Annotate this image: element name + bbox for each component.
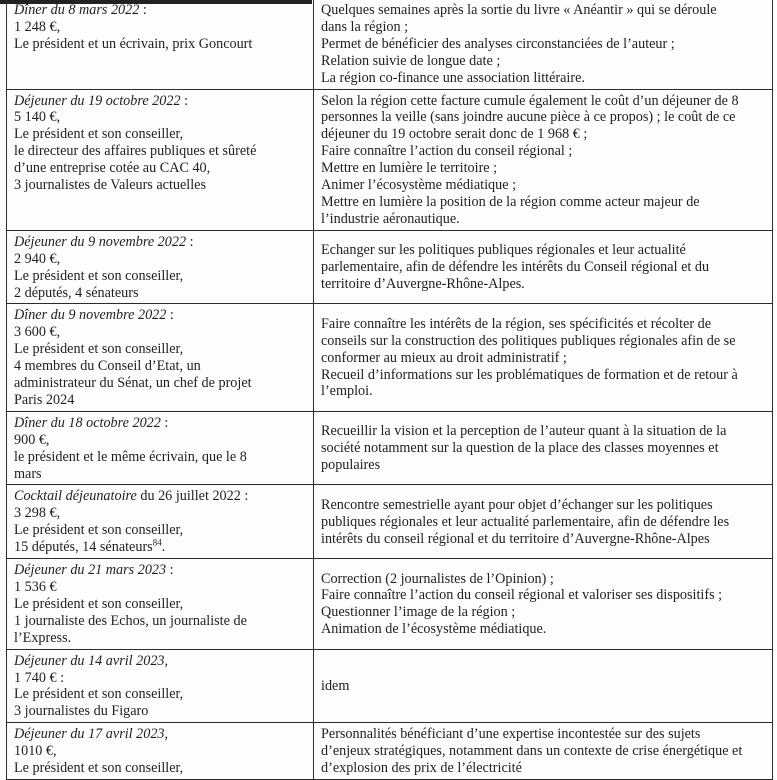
table-row — [7, 89, 773, 230]
text-segment: 3 journalistes de Valeurs actuelles — [14, 177, 207, 194]
meal-description-line — [14, 375, 309, 392]
justification-cell — [314, 723, 773, 780]
table-row — [7, 723, 773, 780]
justification-line: Rencontre semestrielle ayant pour objet d’échanger sur les politiques — [321, 496, 713, 513]
justification-line: Selon la région cette facture cumule également le coût d’un déjeuner de 8 — [321, 92, 739, 109]
text-segment: Déjeuner du 14 avril 2023, — [14, 652, 169, 669]
footnote-ref: 84 — [152, 537, 162, 548]
table-row — [7, 411, 773, 485]
justification-line: Animation de l’écosystème médiatique. — [321, 621, 547, 638]
text-segment: Le président et son conseiller, — [14, 267, 184, 284]
text-segment: 1 536 € — [14, 579, 57, 595]
meal-description-line — [14, 19, 309, 36]
meal-description-cell — [7, 411, 314, 485]
meal-description-line — [14, 760, 309, 777]
meal-description-line — [14, 177, 309, 194]
justification-line: Animer l’écosystème médiatique ; — [321, 177, 517, 194]
text-segment: 15 députés, 14 sénateurs — [14, 539, 153, 556]
justification-line: intérêts du conseil régional et du territoire d’Auvergne-Rhône-Alpes — [321, 530, 710, 547]
text-segment: 900 €, — [14, 431, 50, 448]
meal-description-cell — [7, 230, 314, 304]
table-row — [7, 559, 773, 650]
justification-line: Personnalités bénéficiant d’une expertise incontestée sur des sujets — [321, 726, 701, 743]
meal-description-line — [14, 466, 309, 483]
justification-cell — [314, 559, 773, 650]
meal-description-line — [14, 596, 309, 613]
text-segment: Le président et son conseiller, — [14, 595, 184, 612]
justification-line: territoire d’Auvergne-Rhône-Alpes. — [321, 276, 525, 293]
meal-description-cell — [7, 89, 314, 230]
justification-line: Quelques semaines après la sortie du livre « Anéantir » qui se déroule — [321, 2, 717, 18]
text-segment: Déjeuner du 9 novembre 2022 — [14, 233, 187, 250]
text-segment: . — [161, 539, 166, 556]
justification-cell — [314, 304, 773, 411]
meal-description-line — [14, 324, 309, 341]
text-segment: 1 journaliste des Echos, un journaliste de — [14, 612, 247, 629]
meal-description-line — [14, 579, 309, 596]
meal-description-line — [14, 743, 309, 760]
meal-description-cell — [7, 304, 314, 411]
justification-line: Mettre en lumière le territoire ; — [321, 160, 498, 177]
meal-description-line — [14, 268, 309, 285]
justification-line: l’emploi. — [321, 383, 373, 400]
meal-description-line — [14, 2, 309, 19]
meal-description-line — [14, 126, 309, 143]
meal-description-line — [14, 630, 309, 647]
text-segment: Dîner du 9 novembre 2022 — [14, 307, 167, 324]
meal-description-line — [14, 285, 309, 302]
justification-line: Faire connaître l’action du conseil régional ; — [321, 143, 573, 160]
meal-description-line — [14, 93, 309, 110]
meal-description-cell — [7, 559, 314, 650]
justification-cell — [314, 0, 773, 89]
meal-description-line — [14, 703, 309, 720]
text-segment: 3 600 €, — [14, 324, 61, 341]
meal-description-line — [14, 234, 309, 251]
justification-line: publiques régionales et leur actualité parlementaire, afin de défendre les — [321, 513, 730, 530]
text-segment: : — [160, 414, 169, 431]
meal-description-line — [14, 36, 309, 53]
text-segment: 3 298 €, — [14, 505, 61, 522]
justification-line: société notamment sur la question de la place des classes moyennes et — [321, 440, 719, 457]
text-segment: administrateur du Sénat, un chef de projet — [14, 375, 252, 392]
justification-cell — [314, 485, 773, 559]
justification-line: Correction (2 journalistes de l’Opinion) ; — [321, 570, 554, 587]
table-row — [7, 649, 773, 723]
text-segment: le directeur des affaires publiques et sûreté — [14, 143, 257, 160]
justification-line: Relation suivie de longue date ; — [321, 52, 501, 69]
meal-description-line — [14, 562, 309, 579]
text-segment: Le président et son conseiller, — [14, 126, 184, 143]
justification-line: dans la région ; — [321, 18, 409, 35]
justification-line: conseils sur la construction des politiques publiques régionales afin de se — [321, 332, 736, 349]
text-segment: du 26 juillet 2022 : — [136, 488, 249, 505]
text-segment: Déjeuner du 21 mars 2023 — [14, 562, 167, 579]
justification-line: déjeuner du 19 octobre serait donc de 1 968 € ; — [321, 126, 588, 143]
text-segment: : — [180, 92, 189, 109]
text-segment: : — [166, 562, 174, 579]
meal-description-line — [14, 432, 309, 449]
meal-description-cell — [7, 649, 314, 723]
justification-line: d’enjeux stratégiques, notamment dans un contexte de crise énergétique et — [321, 743, 743, 760]
justification-line: Echanger sur les politiques publiques régionales et leur actualité — [321, 242, 686, 259]
meal-description-cell — [7, 723, 314, 780]
meal-description-cell — [7, 485, 314, 559]
meal-description-line — [14, 505, 309, 522]
meal-description-line — [14, 341, 309, 358]
meal-description-line — [14, 670, 309, 687]
justification-cell — [314, 649, 773, 723]
meal-description-line — [14, 488, 309, 505]
text-segment: Déjeuner du 17 avril 2023, — [14, 726, 169, 743]
text-segment: 5 140 €, — [14, 109, 61, 126]
meal-description-line — [14, 143, 309, 160]
text-segment: Cocktail déjeunatoire — [14, 488, 137, 505]
text-segment: Dîner du 18 octobre 2022 — [14, 414, 161, 431]
justification-line: l’industrie aéronautique. — [321, 210, 460, 227]
text-segment: : — [139, 2, 147, 18]
text-segment: Le président et son conseiller, — [14, 522, 184, 539]
meal-description-line — [14, 539, 309, 556]
meal-description-line — [14, 449, 309, 466]
meal-description-line — [14, 109, 309, 126]
text-segment: Le président et son conseiller, — [14, 341, 184, 358]
text-segment: l’Express. — [14, 629, 72, 646]
justification-line: Faire connaître l’action du conseil régional et valoriser ses dispositifs ; — [321, 587, 723, 604]
text-segment: 2 940 €, — [14, 250, 61, 267]
table-row — [7, 0, 773, 89]
expenses-table — [6, 0, 773, 780]
text-segment: Déjeuner du 19 octobre 2022 — [14, 92, 181, 109]
justification-line: personnes la veille (sans joindre aucune pièce à ce propos) ; le coût de ce — [321, 109, 736, 126]
text-segment: 2 députés, 4 sénateurs — [14, 284, 139, 301]
meal-description-line — [14, 653, 309, 670]
text-segment: 1 248 €, — [14, 18, 61, 35]
justification-line: Permet de bénéficier des analyses circonstanciées de l’auteur ; — [321, 35, 675, 52]
justification-line: Mettre en lumière la position de la région comme acteur majeur de — [321, 193, 700, 210]
text-segment: Le président et son conseiller, — [14, 760, 184, 777]
table-row — [7, 230, 773, 304]
meal-description-line — [14, 613, 309, 630]
justification-line: conformer au mieux au droit administratif ; — [321, 349, 567, 366]
text-segment: Paris 2024 — [14, 391, 75, 408]
justification-cell — [314, 411, 773, 485]
text-segment: 1 740 € : — [14, 669, 65, 686]
text-segment: Dîner du 8 mars 2022 — [14, 2, 140, 18]
table-row — [7, 304, 773, 411]
justification-line: Recueillir la vision et la perception de l’auteur quant à la situation de la — [321, 423, 727, 440]
text-segment: le président et le même écrivain, que le 8 — [14, 448, 247, 465]
meal-description-line — [14, 392, 309, 409]
text-segment: 4 membres du Conseil d’Etat, un — [14, 358, 201, 375]
meal-description-line — [14, 686, 309, 703]
meal-description-line — [14, 307, 309, 324]
justification-cell — [314, 89, 773, 230]
justification-cell — [314, 230, 773, 304]
text-segment: : — [166, 307, 174, 324]
justification-line: Faire connaître les intérêts de la région, ses spécificités et récolter de — [321, 315, 711, 332]
text-segment: mars — [14, 465, 42, 482]
text-segment: 3 journalistes du Figaro — [14, 703, 149, 720]
table-row — [7, 485, 773, 559]
expenses-table-body — [7, 0, 773, 779]
meal-description-line — [14, 160, 309, 177]
justification-line: d’explosion des prix de l’électricité — [321, 760, 522, 777]
justification-line: La région co-finance une association littéraire. — [321, 69, 585, 86]
meal-description-line — [14, 358, 309, 375]
text-segment: 1010 €, — [14, 743, 57, 760]
justification-line: parlementaire, afin de défendre les intérêts du Conseil régional et du — [321, 259, 710, 276]
justification-line: Recueil d’informations sur les problématiques de formation et de retour à — [321, 366, 738, 383]
text-segment: d’une entreprise cotée au CAC 40, — [14, 160, 211, 177]
meal-description-line — [14, 726, 309, 743]
justification-line: populaires — [321, 457, 381, 474]
meal-description-line — [14, 251, 309, 268]
text-segment: : — [186, 233, 194, 250]
text-segment: Le président et son conseiller, — [14, 686, 184, 703]
justification-line: idem — [321, 677, 350, 694]
text-segment: Le président et un écrivain, prix Goncourt — [14, 35, 253, 52]
justification-line: Questionner l’image de la région ; — [321, 604, 516, 621]
meal-description-cell — [7, 0, 314, 89]
meal-description-line — [14, 415, 309, 432]
